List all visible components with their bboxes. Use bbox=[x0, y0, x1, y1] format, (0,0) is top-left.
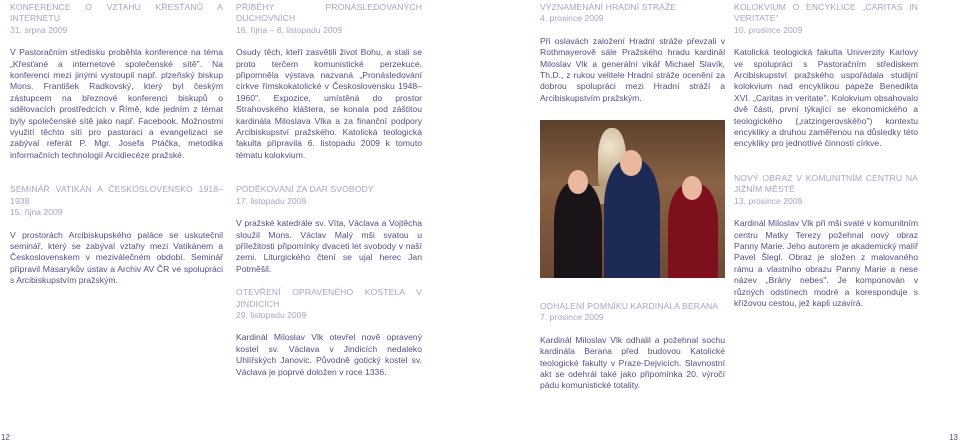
article-date: 4. prosince 2009 bbox=[540, 13, 604, 24]
page-number-left: 12 bbox=[1, 433, 10, 442]
article-title: PŘÍBĚHY PRONÁSLEDOVANÝCH DUCHOVNÍCH bbox=[236, 2, 422, 24]
article-title: KOLOKVIUM O ENCYKLICE „CARITAS IN VERITATE" bbox=[734, 2, 918, 24]
article-date: 16. října – 8. listopadu 2009 bbox=[236, 24, 343, 35]
column-1 bbox=[10, 2, 223, 287]
priest-face bbox=[568, 170, 588, 194]
priest-figure bbox=[554, 182, 602, 278]
article-body: Katolická teologická fakulta Univerzity Karlovy ve spolupráci s Pastoračním střediskem Arcibiskupství pražského uspořádala studijní kolokvium nad encyklikou papeže Benedikta XVI. „Caritas in veritate". Kolokvium obsahovalo dvě části, první týkající se ekonomického a teologického („ratzingerovského") kontextu encykliky a druhou zaměřenou na důsledky této encykliky pro jednotlivé činnosti církve. bbox=[734, 47, 918, 149]
guard-face bbox=[620, 150, 642, 176]
article-date: 17. listopadu 2009 bbox=[236, 195, 307, 206]
article-body: V pražské katedrále sv. Víta, Václava a Vojtěcha sloužil Mons. Václav Malý mši svatou u příležitosti připomínky dvaceti let svobody v naší zemi. Liturgického čtení se ujal herec Jan Potměšil. bbox=[236, 218, 422, 274]
column-4 bbox=[734, 2, 918, 309]
cardinal-face bbox=[682, 176, 702, 200]
article-date: 29. listopadu 2009 bbox=[236, 309, 307, 320]
article-title: KONFERENCE O VZTAHU KŘESŤANŮ A INTERNETU bbox=[10, 2, 223, 24]
article-body: V prostorách Arcibiskupského paláce se uskutečnil seminář, který se zabýval vztahy mezi Vatikánem a Československem v meziválečném období. Seminář připravil Masarykův ústav a Archiv AV ČR ve spolupráci s Arcibiskupstvím pražským. bbox=[10, 229, 223, 286]
photo-clergy-and-guard bbox=[540, 120, 725, 278]
article-title: OTEVŘENÍ OPRAVENÉHO KOSTELA V JINDICÍCH bbox=[236, 287, 422, 309]
article-body: Při oslavách založení Hradní stráže převzali v Rothmayerově sále Pražského hradu kardinál Miloslav Vlk a generální vikář Michael Slavík, Th.D., z rukou velitele Hradní stráže ocenění za dobrou spolupráci mezi Hradní stráží a Arcibiskupstvím pražským. bbox=[540, 35, 725, 103]
article-title: VYZNAMENÁNÍ HRADNÍ STRÁŽE bbox=[540, 2, 677, 12]
page-number-right: 13 bbox=[949, 433, 958, 442]
article-body: Kardinál Miloslav Vlk odhalil a požehnal sochu kardinála Berana před budovou Katolické teologické fakulty v Praze-Dejvicích. Slavnostní akt se odehrál také jako připomínka 20. výročí pádu komunistické totality. bbox=[540, 334, 725, 391]
column-2 bbox=[236, 2, 422, 378]
article-date: 10. prosince 2009 bbox=[734, 24, 803, 35]
article-date: 13. prosince 2009 bbox=[734, 195, 803, 206]
article-title: ODHALENÍ POMNÍKU KARDINÁLA BERANA bbox=[540, 301, 719, 311]
article-date: 31. srpna 2009 bbox=[10, 24, 68, 35]
article-title: PODĚKOVÁNÍ ZA DAR SVOBODY bbox=[236, 184, 374, 195]
column-3 bbox=[540, 2, 725, 104]
guard-figure bbox=[604, 160, 660, 278]
article-body: Osudy těch, kteří zasvětili život Bohu, a stali se proto terčem komunistické perzekuce, připomněla výstava nazvaná „Pronásledování církve římskokatolické v Československu 1948–1960". Expozice, umístěná do prostor Strahovského kláštera, se konala pod záštitou kardinála Miloslava Vlka a za finanční podpory Arcibiskupství pražského. Katolická teologická fakulta připravila 6. listopadu 2009 k tomuto tématu kolokvium. bbox=[236, 47, 422, 160]
article-body: Kardinál Miloslav Vlk při mši svaté v komunitním centru Matky Terezy požehnal nový obraz Panny Marie. Jeho autorem je akademický malíř Pavel Šlegl. Obraz je složen z malovaného rámu a vlastního obrazu Panny Marie a nese název „Brány nebes". Je komponován v různých odstínech modré a koresponduje s křížovou cestou, jež kapli uzavírá. bbox=[734, 218, 918, 308]
article-body: Kardinál Miloslav Vlk otevřel nově opravený kostel sv. Václava v Jindicích nedaleko Uhlířských Janovic. Původně gotický kostel sv. Václava je poprvé doložen v roce 1336. bbox=[236, 332, 422, 377]
article-title: SEMINÁŘ VATIKÁN A ČESKOSLOVENSKO 1918–1938 bbox=[10, 184, 223, 206]
column-3-lower bbox=[540, 301, 725, 392]
article-date: 7. prosince 2009 bbox=[540, 312, 604, 323]
article-date: 15. října 2009 bbox=[10, 207, 63, 218]
article-title: NOVÝ OBRAZ V KOMUNITNÍM CENTRU NA JIŽNÍM MĚSTĚ bbox=[734, 172, 918, 195]
article-body: V Pastoračním středisku proběhla konference na téma „Křesťané a internetové společenské sítě". Na konferenci mezi jinými vystoupil např. plzeňský biskup Mons. František Radkovský, který byl českým zástupcem na březnové konferenci biskupů o sdělovacích prostředcích v Římě, kde jedním z témat byly společenské sítě jako např. Facebook. Možnostmi využití těchto sítí pro pastoraci a evangelizaci se zabýval referát P. Mgr. Josefa Ptáčka, metodika informačních technologií Arcidiecéze pražské. bbox=[10, 47, 223, 160]
